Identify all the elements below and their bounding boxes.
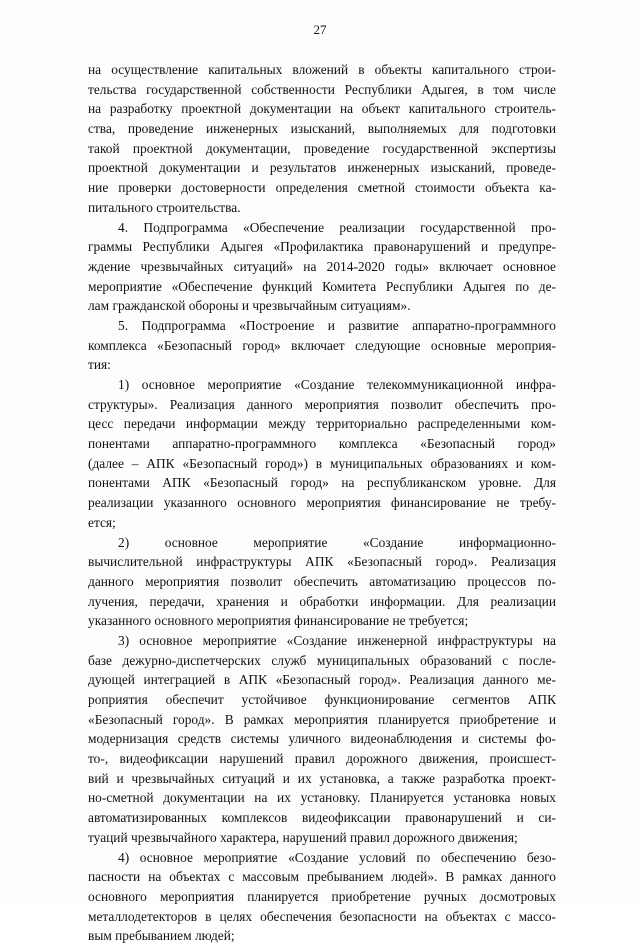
text-line: 2) основное мероприятие «Создание информационно-	[118, 534, 556, 550]
text-line: ется;	[88, 514, 116, 530]
text-line: комплекса «Безопасный город» включает следующие основные мероприя-	[88, 337, 556, 353]
text-line: указанного основного мероприятия финансирование не требуется;	[88, 613, 469, 629]
text-line: 4) основное мероприятие «Создание условий по обеспечению безо-	[118, 849, 556, 865]
text-line: 4. Подпрограмма «Обеспечение реализации государственной про-	[118, 219, 556, 235]
text-line: лучения, передачи, хранения и обработки информации. Для реализации	[88, 593, 556, 609]
text-line: «Безопасный город». В рамках мероприятия планируется приобретение и	[88, 711, 556, 727]
text-line: на осуществление капитальных вложений в объекты капитального строи-	[88, 62, 556, 77]
text-line: мероприятие «Обеспечение функций Комитета Республики Адыгея по де-	[88, 278, 556, 294]
text-line: лам гражданской обороны и чрезвычайным ситуациям».	[88, 298, 411, 314]
text-line: 3) основное мероприятие «Создание инженерной инфраструктуры на	[118, 632, 556, 648]
text-line: модернизация средств системы уличного видеонаблюдения и системы фо-	[88, 731, 556, 747]
text-line: основного мероприятия планируется приобретение ручных досмотровых	[88, 888, 556, 904]
text-line: роприятия обеспечит устойчивое функционирование сегментов АПК	[88, 692, 556, 707]
text-line: на разработку проектной документации на объект капитального строитель-	[88, 101, 556, 117]
document-body	[88, 60, 556, 946]
text-line: тельства государственной собственности Республики Адыгея, в том числе	[88, 81, 556, 97]
text-line: данного мероприятия позволит обеспечить автоматизацию процессов по-	[88, 573, 556, 589]
text-line: граммы Республики Адыгея «Профилактика правонарушений и предупре-	[88, 239, 556, 255]
text-line: туаций чрезвычайного характера, нарушений правил дорожного движения;	[88, 829, 518, 845]
text-line: тия:	[88, 357, 111, 373]
text-line: понентами аппаратно-программного комплекса «Безопасный город»	[88, 436, 556, 452]
text-line: 1) основное мероприятие «Создание телекоммуникационной инфра-	[118, 377, 556, 392]
text-line: ние проверки достоверности определения сметной стоимости объекта ка-	[88, 180, 556, 196]
text-line: вий и чрезвычайных ситуаций и их установка, а также разработка проект-	[88, 770, 556, 786]
text-line: то-, видеофиксации нарушений правил дорожного движения, происшест-	[88, 751, 556, 767]
text-line: цесс передачи информации между территориально распределенными ком-	[88, 416, 556, 432]
text-line: проектной документации и результатов инженерных изысканий, проведе-	[88, 160, 556, 176]
text-line: металлодетекторов в целях обеспечения безопасности на объектах с массо-	[88, 908, 556, 924]
text-line: такой проектной документации, проведение государственной экспертизы	[88, 140, 556, 156]
text-line: (далее – АПК «Безопасный город») в муниципальных образованиях и ком-	[88, 455, 556, 471]
text-line: понентами АПК «Безопасный город» на республиканском уровне. Для	[88, 475, 556, 491]
page-number: 27	[313, 22, 327, 37]
text-line: ждение чрезвычайных ситуаций» на 2014-2020 годы» включает основное	[88, 258, 556, 274]
text-line: структуры». Реализация данного мероприятия позволит обеспечить про-	[88, 396, 556, 412]
text-line: 5. Подпрограмма «Построение и развитие аппаратно-программного	[118, 317, 556, 333]
text-line: ства, проведение инженерных изысканий, выполняемых для подготовки	[88, 121, 556, 137]
text-line: но-сметной документации на их установку. Планируется установка новых	[88, 790, 556, 806]
text-line: питального строительства.	[88, 199, 241, 215]
text-line: автоматизированных комплексов видеофиксации правонарушений и си-	[88, 810, 556, 826]
text-line: вым пребыванием людей;	[88, 928, 235, 944]
text-line: пасности на объектах с массовым пребыванием людей». В рамках данного	[88, 869, 556, 885]
text-line: дующей интеграцией в АПК «Безопасный город». Реализация данного ме-	[88, 672, 556, 688]
text-line: базе дежурно-диспетчерских служб муниципальных образований с после-	[88, 652, 556, 668]
text-line: реализации указанного основного мероприятия финансирование не требу-	[88, 495, 556, 511]
text-line: вычислительной инфраструктуры АПК «Безопасный город». Реализация	[88, 554, 556, 570]
